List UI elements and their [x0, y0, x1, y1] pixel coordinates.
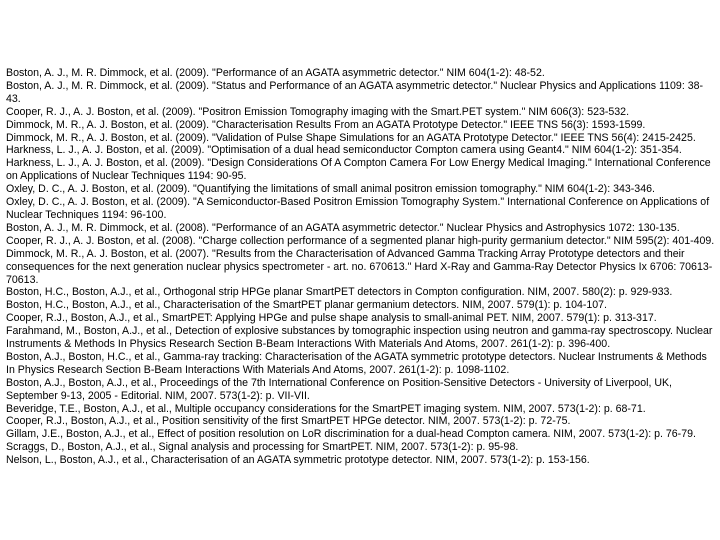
- reference-item: Dimmock, M. R., A. J. Boston, et al. (2009). "Characterisation Results From an AGATA Prototype Detector." IEEE TNS 56(3): 1593-1599.: [6, 118, 646, 131]
- reference-item: Boston, A. J., M. R. Dimmock, et al. (2009). "Status and Performance of an AGATA asymmetric detector." Nuclear Physics and Applications 1109: 38-43.: [6, 79, 704, 105]
- reference-item: Boston, A. J., M. R. Dimmock, et al. (2008). "Performance of an AGATA asymmetric detector." Nuclear Physics and Astrophysics 1072: 130-135.: [6, 221, 680, 234]
- reference-item: Cooper, R.J., Boston, A.J., et al., Position sensitivity of the first SmartPET HPGe detector. NIM, 2007. 573(1-2): p. 72-75.: [6, 415, 571, 428]
- reference-item: Boston, A. J., M. R. Dimmock, et al. (2009). "Performance of an AGATA asymmetric detector." NIM 604(1-2): 48-52.: [6, 67, 545, 79]
- reference-item: Harkness, L. J., A. J. Boston, et al. (2009). "Design Considerations Of A Compton Camera For Low Energy Medical Imaging." International Conference on Applications of Nuclear Techniques 1194: 90-95.: [6, 157, 711, 183]
- reference-item: Oxley, D. C., A. J. Boston, et al. (2009). "Quantifying the limitations of small animal positron emission tomography." NIM 604(1-2): 343-346.: [6, 183, 655, 196]
- reference-item: Gillam, J.E., Boston, A.J., et al., Effect of position resolution on LoR discrimination for a dual-head Compton camera. NIM, 2007. 573(1-2): p. 76-79.: [6, 428, 696, 441]
- reference-item: Boston, H.C., Boston, A.J., et al., Characterisation of the SmartPET planar germanium detectors. NIM, 2007. 579(1): p. 104-107.: [6, 299, 608, 312]
- reference-item: Boston, H.C., Boston, A.J., et al., Orthogonal strip HPGe planar SmartPET detectors in Compton configuration. NIM, 2007. 580(2): p. 929-933.: [6, 286, 673, 299]
- reference-item: Farahmand, M., Boston, A.J., et al., Detection of explosive substances by tomographic inspection using neutron and gamma-ray spectroscopy. Nuclear Instruments & Methods In Physics Research Section B-Beam Interactions With Materials And Atoms, 2007. 261(1-2): p. 396-400.: [6, 325, 713, 351]
- reference-item: Dimmock, M. R., A. J. Boston, et al. (2009). "Validation of Pulse Shape Simulations for an AGATA Prototype Detector." IEEE TNS 56(4): 2415-2425.: [6, 131, 696, 144]
- reference-item: Cooper, R.J., Boston, A.J., et al., SmartPET: Applying HPGe and pulse shape analysis to small-animal PET. NIM, 2007. 579(1): p. 313-317.: [6, 312, 657, 325]
- reference-item: Oxley, D. C., A. J. Boston, et al. (2009). "A Semiconductor-Based Positron Emission Tomography System." International Conference on Applications of Nuclear Techniques 1194: 96-100.: [6, 196, 710, 221]
- reference-item: Cooper, R. J., A. J. Boston, et al. (2008). "Charge collection performance of a segmented planar high-purity germanium detector." NIM 595(2): 401-409.: [6, 234, 715, 247]
- reference-item: Boston, A.J., Boston, H.C., et al., Gamma-ray tracking: Characterisation of the AGATA symmetric prototype detectors. Nuclear Instruments & Methods In Physics Research Section B-Beam Interactions With Materials And Atoms, 2007. 261(1-2): p. 1098-1102.: [6, 350, 707, 376]
- reference-item: Dimmock, M. R., A. J. Boston, et al. (2007). "Results from the Characterisation of Advanced Gamma Tracking Array Prototype detectors and their consequences for the next generation nuclear physics spectrometer - art. no. 670613." Hard X-Ray and Gamma-Ray Detector Physics Ix 6706: 70613-70613.: [6, 247, 713, 286]
- reference-item: Harkness, L. J., A. J. Boston, et al. (2009). "Optimisation of a dual head semiconductor Compton camera using Geant4." NIM 604(1-2): 351-354.: [6, 144, 682, 157]
- reference-item: Nelson, L., Boston, A.J., et al., Characterisation of an AGATA symmetric prototype detector. NIM, 2007. 573(1-2): p. 153-156.: [6, 454, 590, 467]
- reference-item: Cooper, R. J., A. J. Boston, et al. (2009). "Positron Emission Tomography imaging with the Smart.PET system." NIM 606(3): 523-532.: [6, 105, 630, 118]
- reference-item: Boston, A.J., Boston, A.J., et al., Proceedings of the 7th International Conference on Position-Sensitive Detectors - University of Liverpool, UK, September 9-13, 2005 - Editorial. NIM, 2007. 573(1-2): p. VII-VII.: [6, 376, 672, 402]
- reference-list: [6, 67, 716, 467]
- reference-item: Scraggs, D., Boston, A.J., et al., Signal analysis and processing for SmartPET. NIM, 2007. 573(1-2): p. 95-98.: [6, 441, 519, 454]
- reference-item: Beveridge, T.E., Boston, A.J., et al., Multiple occupancy considerations for the SmartPET imaging system. NIM, 2007. 573(1-2): p. 68-71.: [6, 402, 646, 415]
